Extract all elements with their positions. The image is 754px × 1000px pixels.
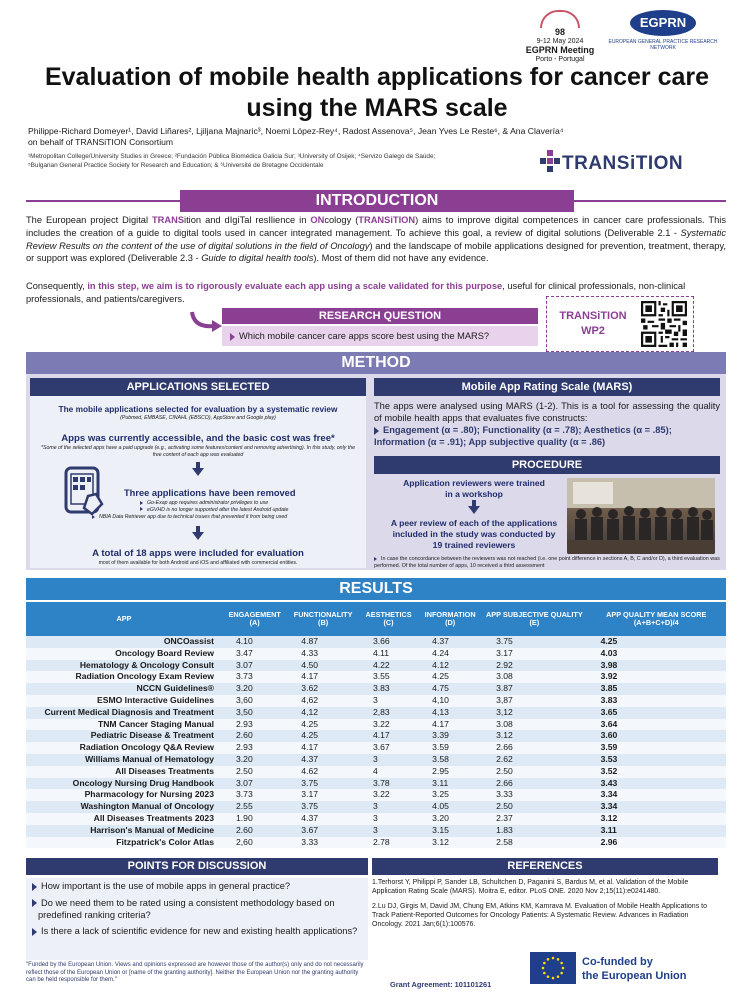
procedure-step-2: A peer review of each of the applications included in the study was conducted by 19 trained reviewers: [390, 518, 558, 550]
score-cell: 4.87: [287, 636, 359, 648]
score-cell: 3.33: [287, 837, 359, 849]
column-header: INFORMATION (D): [418, 602, 482, 636]
research-question-box: [222, 326, 538, 346]
table-row: [26, 789, 726, 801]
apps-footnote: *Some of the selected apps have a paid upgrade (e.g., activating some features/content and removing advertising). In this study, only the free content of each app was evaluated: [41, 445, 355, 458]
down-arrow-icon: [468, 500, 480, 514]
mars-constructs-2: Information (α = .91); App subjective quality (α = .86): [374, 437, 606, 447]
egprn-meeting-logo: [516, 10, 604, 63]
score-cell: 3.20: [222, 754, 287, 766]
column-header: APP: [26, 602, 222, 636]
transition-wordmark: TRANSiTION: [562, 153, 684, 174]
down-arrow-icon: [192, 462, 204, 476]
intro-text: ). Most of them did not have any evidence.: [313, 253, 489, 264]
app-name-cell: Hematology & Oncology Consult: [26, 660, 222, 672]
procedure-note: [374, 556, 720, 569]
score-cell: 3.47: [222, 648, 287, 660]
intro-text: cology (: [324, 215, 359, 225]
score-cell: 2.58: [482, 837, 586, 849]
app-name-cell: All Diseases Treatments 2023: [26, 813, 222, 825]
list-item: [26, 878, 368, 895]
eu-star: [542, 967, 545, 970]
score-cell: 3.08: [482, 719, 586, 731]
removed-item-3: [92, 514, 366, 521]
score-cell: 4,12: [287, 707, 359, 719]
mars-description: [374, 400, 720, 448]
egprn-subtitle: EUROPEAN GENERAL PRACTICE RESEARCH NETWORK: [608, 39, 718, 51]
score-cell: 3: [359, 801, 418, 813]
eu-star: [543, 972, 546, 975]
reference-item: 2.Lu DJ, Girgis M, David JM, Chung EM, Atkins KM, Kamrava M. Evaluation of Mobile Health Applications to Track Patient-Reported Outcomes for Oncology Patients: A Systematic Review. Advances in Radiation Oncology. 2021 Jan;6(1):100576.: [372, 903, 707, 928]
affiliations: [28, 152, 528, 170]
bullet-icon: [140, 507, 143, 511]
table-row: [26, 719, 726, 731]
eu-star: [560, 962, 563, 965]
affiliations-line-1: ¹Metropolitan College/University Studies in Greece; ²Fundación Pública Biomédica Galicia Sur; ³University of Osijek; ⁴Servizo Galego de Saúde;: [28, 153, 436, 160]
app-name-cell: Oncology Nursing Drug Handbook: [26, 778, 222, 790]
results-table: [26, 602, 726, 848]
score-cell: 4.37: [287, 813, 359, 825]
score-cell: 3.15: [418, 825, 482, 837]
egprn-acronym: EGPRN: [630, 10, 696, 36]
score-cell: 3.11: [587, 825, 726, 837]
table-row: [26, 742, 726, 754]
score-cell: 3.67: [287, 825, 359, 837]
score-cell: 4.17: [287, 742, 359, 754]
qr-code-icon[interactable]: [641, 301, 687, 347]
intro-italic: Guide to digital health tools: [201, 253, 314, 264]
score-cell: 4: [359, 766, 418, 778]
intro-text: ition and dIgiTal resIlience in: [184, 215, 311, 225]
eu-cofunded-logo: [530, 952, 716, 992]
intro-highlight: ON: [310, 215, 325, 225]
table-row: [26, 695, 726, 707]
procedure-heading: PROCEDURE: [374, 456, 720, 474]
results-table-body: [26, 636, 726, 848]
score-cell: 3.39: [418, 730, 482, 742]
apps-total-note: most of them available for both Android and iOS and affiliated with commercial entities.: [98, 560, 298, 566]
phone-hand-icon: [58, 464, 110, 518]
score-cell: 2,83: [359, 707, 418, 719]
meeting-name: EGPRN Meeting: [525, 45, 595, 55]
eu-star: [557, 958, 560, 961]
score-cell: 3.33: [482, 789, 586, 801]
score-cell: 4.50: [287, 660, 359, 672]
table-row: [26, 683, 726, 695]
bullet-icon: [374, 557, 377, 561]
removed-item: eGVHD is no longer supported after the latest Android update: [147, 506, 289, 513]
eu-star: [543, 962, 546, 965]
wp2-project: TRANSiTION: [559, 310, 627, 322]
score-cell: 3.12: [482, 730, 586, 742]
reference-item: 1.Terhorst Y, Philippi P, Sander LB, Schultchen D, Paganini S, Bardus M, et al. Validation of the Mobile Application Rating Scale (MARS). Moitra E, editor. PLoS ONE. 2020 Nov 2;15(11):e0241480.: [372, 879, 689, 895]
app-name-cell: NCCN Guidelines®: [26, 683, 222, 695]
egprn-logo: [608, 10, 718, 56]
removed-item: NBIA Data Retriever app due to technical issues that prevented it from being used: [99, 514, 288, 520]
score-cell: 2.55: [222, 801, 287, 813]
score-cell: 3,50: [222, 707, 287, 719]
table-row: [26, 671, 726, 683]
score-cell: 2,60: [222, 837, 287, 849]
score-cell: 3.20: [418, 813, 482, 825]
score-cell: 2.93: [222, 719, 287, 731]
score-cell: 4.10: [222, 636, 287, 648]
transition-logo: [540, 150, 690, 178]
score-cell: 4.37: [418, 636, 482, 648]
column-header: APP SUBJECTIVE QUALITY (E): [482, 602, 586, 636]
score-cell: 2.96: [587, 837, 726, 849]
app-name-cell: Oncology Board Review: [26, 648, 222, 660]
score-cell: 3.73: [222, 789, 287, 801]
score-cell: 3.66: [359, 636, 418, 648]
bullet-icon: [32, 928, 37, 936]
score-cell: 4,13: [418, 707, 482, 719]
score-cell: 3.73: [222, 671, 287, 683]
discussion-point: Do we need them to be rated using a consistent methodology based on predefined ranking criteria?: [38, 897, 335, 920]
score-cell: 3.92: [587, 671, 726, 683]
score-cell: 3.75: [482, 636, 586, 648]
score-cell: 3.22: [359, 719, 418, 731]
discussion-heading: POINTS FOR DISCUSSION: [26, 858, 368, 875]
intro-italic: Systematic Review Results on the content of the use of digital solutions in the field of Oncology: [26, 227, 726, 251]
author-list: Philippe-Richard Domeyer¹, David Liñares², Ljiljana Majnaric³, Noemi López-Rey⁴, Radost Assenova⁵, Jean Yves Le Reste⁶, & Ana Clavería⁴: [28, 126, 564, 136]
score-cell: 3.53: [587, 754, 726, 766]
wp2-label: WP2: [581, 325, 605, 337]
score-cell: 4.25: [287, 730, 359, 742]
mars-constructs-1: Engagement (α = .80); Functionality (α = .78); Aesthetics (α = .85);: [383, 425, 672, 435]
score-cell: 2.93: [222, 742, 287, 754]
score-cell: 3.43: [587, 778, 726, 790]
table-row: [26, 813, 726, 825]
score-cell: 3: [359, 825, 418, 837]
score-cell: 3,60: [222, 695, 287, 707]
score-cell: 3.17: [482, 648, 586, 660]
score-cell: 2.50: [222, 766, 287, 778]
score-cell: 3.07: [222, 778, 287, 790]
applications-selected-heading: APPLICATIONS SELECTED: [30, 378, 366, 396]
bullet-icon: [140, 501, 143, 505]
score-cell: 3.78: [359, 778, 418, 790]
score-cell: 4,62: [287, 695, 359, 707]
app-name-cell: Williams Manual of Hematology: [26, 754, 222, 766]
score-cell: 3.75: [287, 801, 359, 813]
apps-sources: (Pubmed, EMBASE, CINAHL (EBSCO), AppStore and Google play): [120, 415, 276, 421]
score-cell: 4.24: [418, 648, 482, 660]
intro-text: Consequently,: [26, 281, 88, 291]
transition-mark-icon: [540, 150, 560, 174]
score-cell: 3.34: [587, 801, 726, 813]
score-cell: 1.90: [222, 813, 287, 825]
wp2-box: [546, 296, 694, 352]
poster-title: Evaluation of mobile health applications for cancer care using the MARS scale: [44, 63, 710, 122]
intro-highlight: TRANSiTION: [358, 215, 416, 225]
list-item: [26, 895, 368, 924]
apps-total: A total of 18 apps were included for evaluation: [92, 548, 304, 559]
app-name-cell: Harrison's Manual of Medicine: [26, 825, 222, 837]
removed-list: [140, 500, 366, 513]
eu-disclaimer: "Funded by the European Union. Views and opinions expressed are however those of the author(s) only and do not necessarily reflect those of the European Union or [name of the granting authority]. Neither the European Union nor the granting authority can be held responsible for them.": [26, 962, 364, 984]
score-cell: 3.65: [587, 707, 726, 719]
score-cell: 4.25: [287, 719, 359, 731]
app-name-cell: Radiation Oncology Q&A Review: [26, 742, 222, 754]
app-name-cell: Pharmacology for Nursing 2023: [26, 789, 222, 801]
mars-heading: Mobile App Rating Scale (MARS): [374, 378, 720, 396]
references-list: [372, 878, 718, 935]
score-cell: 4.11: [359, 648, 418, 660]
bullet-icon: [32, 883, 37, 891]
score-cell: 3.11: [418, 778, 482, 790]
score-cell: 3.08: [482, 671, 586, 683]
score-cell: 4.05: [418, 801, 482, 813]
cofunded-line-1: Co-funded by: [582, 956, 653, 968]
score-cell: 3.83: [359, 683, 418, 695]
introduction-heading: INTRODUCTION: [180, 190, 574, 212]
intro-text: , useful for clinical professionals, non-clinical professionals, and patients/caregivers.: [26, 281, 686, 304]
score-cell: 2.95: [418, 766, 482, 778]
app-name-cell: Radiation Oncology Exam Review: [26, 671, 222, 683]
app-name-cell: ESMO Interactive Guidelines: [26, 695, 222, 707]
score-cell: 4.75: [418, 683, 482, 695]
score-cell: 3.98: [587, 660, 726, 672]
table-header-row: [26, 602, 726, 636]
bullet-icon: [32, 899, 37, 907]
score-cell: 3.64: [587, 719, 726, 731]
score-cell: 4.33: [287, 648, 359, 660]
score-cell: 2.66: [482, 742, 586, 754]
procedure-step-1: Application reviewers were trained in a workshop: [403, 478, 545, 499]
eu-star: [557, 975, 560, 978]
table-row: [26, 648, 726, 660]
score-cell: 2.50: [482, 766, 586, 778]
score-cell: 3.17: [287, 789, 359, 801]
score-cell: 3.22: [359, 789, 418, 801]
apps-lead: The mobile applications selected for evaluation by a systematic review: [58, 404, 338, 414]
score-cell: 4.25: [418, 671, 482, 683]
table-row: [26, 707, 726, 719]
app-name-cell: Fitzpatrick's Color Atlas: [26, 837, 222, 849]
score-cell: 4.17: [418, 719, 482, 731]
eu-star: [562, 967, 565, 970]
score-cell: 2.78: [359, 837, 418, 849]
table-row: [26, 825, 726, 837]
score-cell: 3.59: [418, 742, 482, 754]
score-cell: 3.25: [418, 789, 482, 801]
score-cell: 4.62: [287, 766, 359, 778]
score-cell: 4.25: [587, 636, 726, 648]
bullet-icon: [374, 427, 379, 435]
intro-text: The European project Digital: [26, 215, 152, 225]
score-cell: 4.12: [418, 660, 482, 672]
list-item: [26, 923, 368, 940]
score-cell: 3.59: [587, 742, 726, 754]
score-cell: 3.62: [287, 683, 359, 695]
table-row: [26, 801, 726, 813]
score-cell: 1.83: [482, 825, 586, 837]
score-cell: 4.03: [587, 648, 726, 660]
score-cell: 3.07: [222, 660, 287, 672]
score-cell: 3.55: [359, 671, 418, 683]
intro-text: ) aims to improve digital competences in cancer care professionals. This includes the creation of a guide to digital tools used in cancer integrated management. To achieve this goal, a review of digital solutions (Deliverable 2.1 -: [26, 215, 726, 238]
eu-star: [547, 958, 550, 961]
app-name-cell: ONCOassist: [26, 636, 222, 648]
references-heading: REFERENCES: [372, 858, 718, 875]
eu-star: [560, 972, 563, 975]
column-header: APP QUALITY MEAN SCORE (A+B+C+D)/4: [587, 602, 726, 636]
meeting-dates: 9-12 May 2024: [536, 38, 584, 45]
table-row: [26, 837, 726, 849]
score-cell: 2.50: [482, 801, 586, 813]
cofunded-line-2: the European Union: [582, 970, 687, 982]
down-arrow-icon: [192, 526, 204, 540]
bullet-icon: [92, 515, 95, 519]
table-row: [26, 754, 726, 766]
score-cell: 2.60: [222, 730, 287, 742]
score-cell: 4.22: [359, 660, 418, 672]
bullet-icon: [230, 333, 235, 341]
score-cell: 3.20: [222, 683, 287, 695]
app-name-cell: All Diseases Treatments: [26, 766, 222, 778]
table-row: [26, 766, 726, 778]
score-cell: 2.60: [222, 825, 287, 837]
score-cell: 3.58: [418, 754, 482, 766]
score-cell: 3.83: [587, 695, 726, 707]
app-name-cell: Washington Manual of Oncology: [26, 801, 222, 813]
removed-item: Go-Exap app requires administrator privileges to use: [147, 500, 269, 506]
score-cell: 4.37: [287, 754, 359, 766]
score-cell: 3.34: [587, 789, 726, 801]
score-cell: 3.87: [482, 683, 586, 695]
eu-star: [547, 975, 550, 978]
method-heading: METHOD: [26, 352, 726, 374]
score-cell: 2.37: [482, 813, 586, 825]
score-cell: 4.17: [287, 671, 359, 683]
table-row: [26, 660, 726, 672]
table-row: [26, 778, 726, 790]
table-row: [26, 730, 726, 742]
score-cell: 3: [359, 813, 418, 825]
app-name-cell: Pediatric Disease & Treatment: [26, 730, 222, 742]
introduction-paragraph-1: [26, 214, 726, 265]
score-cell: 3: [359, 695, 418, 707]
score-cell: 3.60: [587, 730, 726, 742]
discussion-point: Is there a lack of scientific evidence for new and existing health applications?: [41, 926, 358, 937]
research-question-text: Which mobile cancer care apps score best using the MARS?: [239, 331, 490, 341]
score-cell: 3.67: [359, 742, 418, 754]
intro-text: ) and the landscape of mobile applications designed for prevention, treatment, therapy, or support was explored (Deliverable 2.3 -: [26, 240, 726, 264]
score-cell: 3.85: [587, 683, 726, 695]
mars-intro: The apps were analysed using MARS (1-2). This is a tool for assessing the quality of mobile health apps that evaluates five constructs:: [374, 401, 720, 423]
discussion-list: [26, 878, 368, 960]
workshop-photo: [567, 478, 715, 554]
grant-agreement: Grant Agreement: 101101261: [390, 980, 492, 989]
intro-highlight: in this step, we aim is to rigorously evaluate each app using a scale validated for this purpose: [87, 281, 503, 291]
score-cell: 3.12: [418, 837, 482, 849]
apps-criteria: Apps was currently accessible, and the basic cost was free*: [61, 433, 335, 444]
results-heading: RESULTS: [26, 578, 726, 600]
eu-star: [552, 977, 555, 980]
column-header: AESTHETICS (C): [359, 602, 418, 636]
app-name-cell: Current Medical Diagnosis and Treatment: [26, 707, 222, 719]
column-header: ENGAGEMENT (A): [222, 602, 287, 636]
score-cell: 3,12: [482, 707, 586, 719]
meeting-ring-icon: [540, 10, 580, 28]
reviewers-group-image: [567, 478, 715, 554]
score-cell: 2.66: [482, 778, 586, 790]
score-cell: 4,10: [418, 695, 482, 707]
removed-heading: Three applications have been removed: [124, 488, 296, 498]
eu-flag-icon: [530, 952, 576, 984]
score-cell: 3.12: [587, 813, 726, 825]
score-cell: 2.62: [482, 754, 586, 766]
table-row: [26, 636, 726, 648]
score-cell: 4.17: [359, 730, 418, 742]
curved-arrow-icon: [190, 310, 222, 332]
research-question-heading: RESEARCH QUESTION: [222, 308, 538, 324]
authors: [28, 126, 718, 148]
meeting-number: 98: [554, 27, 565, 37]
meeting-place: Porto - Portugal: [535, 56, 585, 63]
score-cell: 3.52: [587, 766, 726, 778]
intro-highlight: TRANS: [152, 215, 185, 225]
score-cell: 3: [359, 754, 418, 766]
score-cell: 3.75: [287, 778, 359, 790]
score-cell: 3,87: [482, 695, 586, 707]
discussion-point: How important is the use of mobile apps in general practice?: [41, 881, 291, 891]
eu-star: [552, 957, 555, 960]
affiliations-line-2: ⁵Bulgarian General Practice Society for Research and Education; & ⁶Université de Bretagne Occidentale: [28, 162, 324, 169]
column-header: FUNCTIONALITY (B): [287, 602, 359, 636]
consortium-line: on behalf of TRANSiTION Consortium: [28, 137, 174, 147]
procedure-note-text: In case the concordance between the reviewers was not reached (i.e. one point difference in sections A, B, C and/or D), a third evaluation was performed. Of the total number of apps, 10 received a third assessment: [374, 556, 720, 569]
score-cell: 2.92: [482, 660, 586, 672]
app-name-cell: TNM Cancer Staging Manual: [26, 719, 222, 731]
